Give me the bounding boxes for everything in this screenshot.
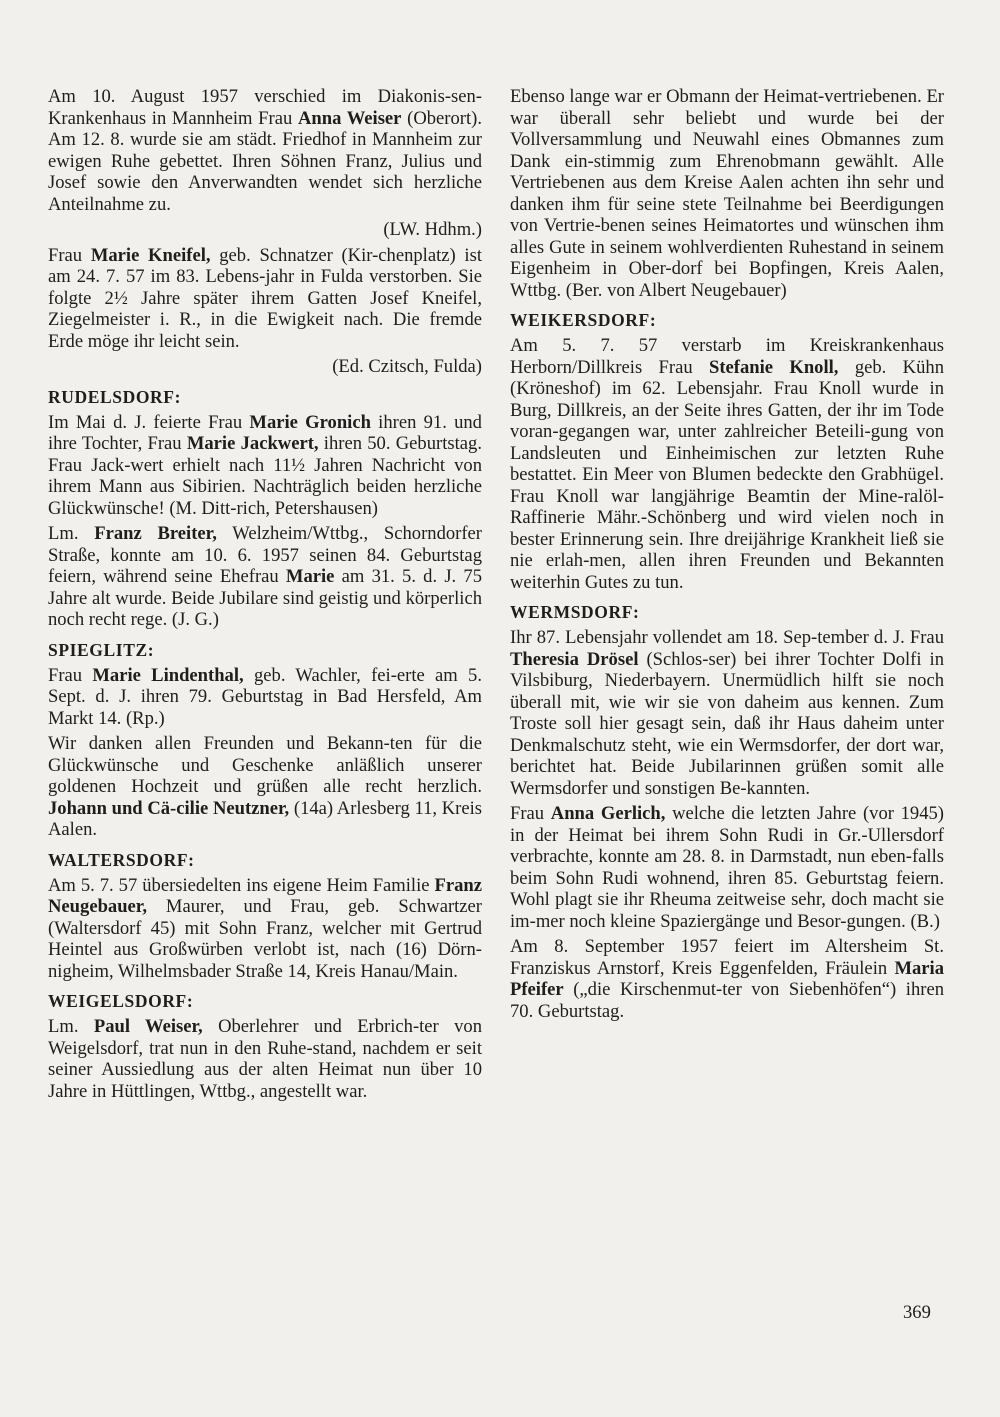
news-paragraph [510,335,944,593]
news-paragraph [48,1016,482,1102]
paragraph-text: Ihr 87. Lebensjahr vollendet am 18. Sep-tember d. J. Frau [510,627,944,648]
paragraph-text: Ebenso lange war er Obmann der Heimat-vertriebenen. Er war überall sehr beliebt und wurde bei der Vollversammlung und Neuwahl eines Obmannes zum Dank ein-stimmig zum Ehrenobmann gewählt. Alle Vertriebenen aus dem Kreise Aalen achten ihn sehr und danken ihm für seine stete Teilnahme bei Beerdigungen von Vertrie-benen seines Heimatortes und wünschen ihm alles Gute in seinem wohlverdienten Ruhestand in seinem Eigenheim in Ober-dorf bei Bopfingen, Kreis Aalen, Wttbg. (Ber. von Albert Neugebauer) [510,86,944,301]
page-number: 369 [903,1302,931,1323]
section-heading: WERMSDORF: [510,602,640,622]
news-paragraph [48,523,482,631]
news-paragraph [510,936,944,1022]
paragraph-text: Oberlehrer und Erbrich-ter von Weigelsdorf, trat nun in den Ruhe-stand, nachdem er seit seiner Aussiedlung aus der alten Heimat nun über 10 Jahre in Hüttlingen, Wttbg., angestellt war. [48,1016,482,1102]
person-name: Marie Kneifel, [90,244,211,266]
news-paragraph [48,665,482,730]
paragraph-text: Lm. [48,523,95,544]
news-paragraph [48,245,482,353]
paragraph-text: am 31. 5. d. J. 75 Jahre alt wurde. Beide Jubilare sind geistig und körperlich noch recht rege. (J. G.) [48,566,483,630]
person-name: Paul Weiser, [93,1016,203,1037]
left-column [48,86,482,1106]
section-heading: WALTERSDORF: [48,849,195,870]
paragraph-text: Am 10. August 1957 verschied im Diakonis-sen-Krankenhaus in Mannheim Frau [48,86,482,129]
paragraph-text: (14a) Arlesberg 11, Kreis Aalen. [48,797,482,840]
paragraph-text: Am 5. 7. 57 verstarb im Kreiskrankenhaus Herborn/Dillkreis Frau [510,335,944,378]
paragraph-text: (Oberort). Am 12. 8. wurde sie am städt. Friedhof in Mannheim zur ewigen Ruhe gebettet. Ihren Söhnen Franz, Julius und Josef sowie den Anverwandten wendet sich herzliche Anteilnahme zu. [48,107,482,215]
paragraph-text: Frau [48,244,91,266]
person-name: Franz Breiter, [94,523,217,544]
news-paragraph [48,86,482,215]
section-heading: WEIKERSDORF: [510,310,657,330]
paragraph-text: Wir danken allen Freunden und Bekann-ten für die Glückwünsche und Geschenke anläßlich unserer goldenen Hochzeit und grüßen alle recht herzlich. [48,733,482,797]
paragraph-text: welche die letzten Jahre (vor 1945) in der Heimat bei ihrem Sohn Rudi in Gr.-Ullersdorf verbrachte, konnte am 28. 8. in Darmstadt, nun eben-falls beim Sohn Rudi wohnend, ihren 85. Geburtstag feiern. Wohl plagt sie ihr Rheuma zeitweise sehr, doch macht sie im-mer noch kleine Spaziergänge und Besor-gungen. (B.) [510,803,944,932]
person-name: Johann und Cä-cilie Neutzner, [48,797,290,819]
section-heading: SPIEGLITZ: [48,639,155,660]
paragraph-text: Frau [510,803,551,824]
person-name: Stefanie Knoll, [708,356,839,378]
author-signature: (LW. Hdhm.) [383,219,482,240]
paragraph-text: Frau [48,664,93,686]
right-column [510,86,944,1026]
section-heading: WEIGELSDORF: [48,991,194,1011]
paragraph-text: Im Mai d. J. feierte Frau [48,411,250,433]
section-heading: RUDELSDORF: [48,386,181,407]
person-name: Marie Jackwert, [186,433,319,454]
paragraph-text: („die Kirschenmut-ter von Siebenhöfen“) ihren 70. Geburtstag. [510,979,944,1022]
paragraph-text: Lm. [48,1016,94,1037]
paragraph-text: ihren 91. und ihre Tochter, Frau [48,411,482,454]
person-name: Theresia Drösel [510,648,639,670]
news-paragraph [510,627,944,799]
paragraph-text: Welzheim/Wttbg., Schorndorfer Straße, konnte am 10. 6. 1957 seinen 84. Geburtstag feiern, während seine Ehefrau [48,523,482,587]
person-name: Maria Pfeifer [510,957,944,1000]
news-paragraph [48,412,482,520]
paragraph-text: (Schlos-ser) bei ihrer Tochter Dolfi in Vilsbiburg, Niederbayern. Unermüdlich hilft sie noch überall mit, wie wir sie von daheim aus kennen. Zum Troste soll hier gesagt sein, daß ihr Haus daheim unter Denkmalschutz steht, wie ein Wermsdorfer, der dort war, berichtet hat. Beide Jubilarinnen grüßen somit alle Wermsdorfer und sonstigen Be-kannten. [510,648,944,799]
person-name: Marie Lindenthal, [92,664,244,686]
person-name: Marie Gronich [249,411,371,433]
news-paragraph [510,86,944,301]
news-paragraph [510,803,944,932]
paragraph-text: geb. Wachler, fei-erte am 5. Sept. d. J. ihren 79. Geburtstag in Bad Hersfeld, Am Markt 14. (Rp.) [48,664,483,729]
person-name: Anna Gerlich, [550,803,666,824]
author-signature: (Ed. Czitsch, Fulda) [332,356,482,377]
paragraph-text: geb. Kühn (Kröneshof) im 62. Lebensjahr. Frau Knoll wurde in Burg, Dillkreis, an der Seite ihres Gatten, der ihr im Tode voran-gegangen war, unter zahlreicher Beteili-gung von Landsleuten und Einheimischen zur letzten Ruhe bestattet. Ein Meer von Blumen bedeckte den Grabhügel. Frau Knoll war langjährige Beamtin der Mine-ralöl-Raffinerie Mähr.-Schönberg und wird vielen noch in bester Erinnerung sein. Ihre dreijährige Krankheit ließ sie nie erlah-men, allen ihren Freunden und Bekannten weiterhin Gutes zu tun. [510,356,944,593]
paragraph-text: Maurer, und Frau, geb. Schwartzer (Waltersdorf 45) mit Sohn Franz, welcher mit Gertrud Heintel aus Großwürben verlobt ist, nach (16) Dörn-nigheim, Wilhelmsbader Straße 14, Kreis Hanau/Main. [48,896,482,982]
person-name: Franz Neugebauer, [48,874,482,917]
paragraph-text: Am 5. 7. 57 übersiedelten ins eigene Heim Familie [48,874,435,896]
paragraph-text: Am 8. September 1957 feiert im Altersheim St. Franziskus Arnstorf, Kreis Eggenfelden, Fräulein [510,936,944,979]
person-name: Anna Weiser [297,107,402,129]
person-name: Marie [285,566,335,587]
news-paragraph [48,733,482,841]
paragraph-text: geb. Schnatzer (Kir-chenplatz) ist am 24. 7. 57 im 83. Lebens-jahr in Fulda verstorben. Sie folgte 2½ Jahre später ihrem Gatten Josef Kneifel, Ziegelmeister i. R., in die Ewigkeit nach. Die fremde Erde möge ihr leicht sein. [48,244,482,352]
paragraph-text: ihren 50. Geburtstag. Frau Jack-wert erhielt nach 11½ Jahren Nachricht von ihrem Mann aus Sibirien. Nachträglich beiden herzliche Glückwünsche! (M. Ditt-rich, Petershausen) [48,433,482,519]
news-paragraph [48,875,482,983]
